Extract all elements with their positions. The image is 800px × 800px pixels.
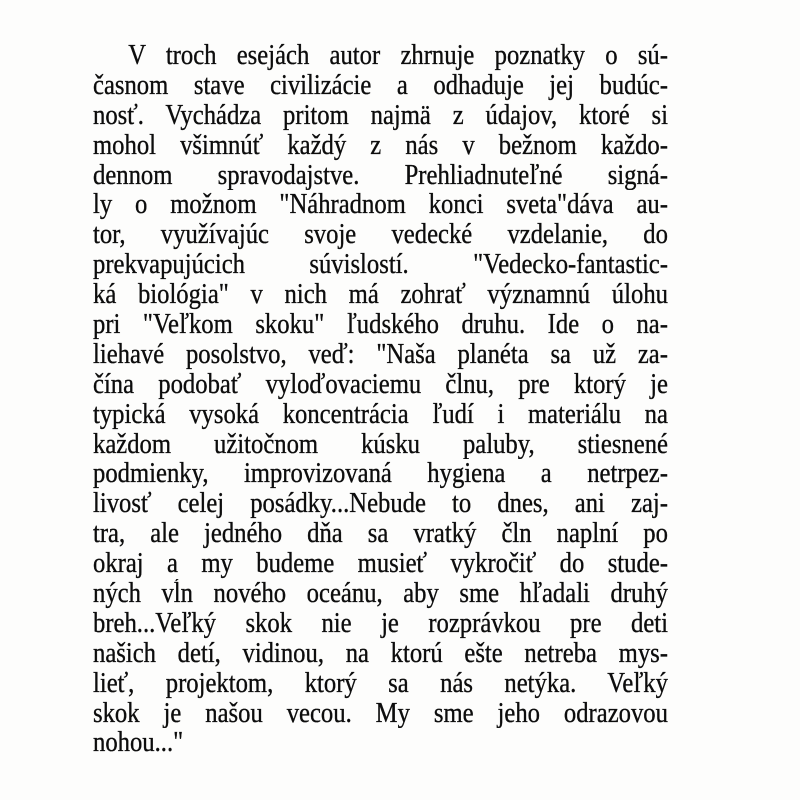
text-line: lieť, projektom, ktorý sa nás netýka. Veľký bbox=[93, 668, 668, 699]
text-line: V troch esejách autor zhrnuje poznatky o sú- bbox=[128, 41, 668, 71]
text-line: podmienky, improvizovaná hygiena a netrpez- bbox=[93, 459, 668, 490]
text-line: nosť. Vychádza pritom najmä z údajov, ktoré si bbox=[93, 100, 668, 131]
text-line: každom užitočnom kúsku paluby, stiesnené bbox=[93, 429, 668, 460]
text-line: mohol všimnúť každý z nás v bežnom každo- bbox=[93, 130, 668, 161]
text-line: liehavé posolstvo, veď: "Naša planéta sa už za- bbox=[93, 339, 668, 370]
text-line: ných vĺn nového oceánu, aby sme hľadali druhý bbox=[93, 579, 668, 609]
text-line: typická vysoká koncentrácia ľudí i materiálu na bbox=[93, 399, 668, 430]
text-line: dennom spravodajstve. Prehliadnuteľné signá- bbox=[93, 160, 668, 191]
text-line: našich detí, vidinou, na ktorú ešte netreba mys- bbox=[93, 638, 668, 669]
text-line: livosť celej posádky...Nebude to dnes, ani zaj- bbox=[93, 489, 668, 520]
text-line: okraj a my budeme musieť vykročiť do stude- bbox=[93, 549, 668, 580]
text-line: ly o možnom "Náhradnom konci sveta"dáva au- bbox=[93, 190, 668, 221]
text-line: čína podobať vyloďovaciemu člnu, pre ktorý je bbox=[93, 369, 668, 400]
text-line: tra, ale jedného dňa sa vratký čln naplní po bbox=[93, 519, 668, 550]
text-line: nohou..." bbox=[93, 728, 184, 759]
text-line: prekvapujúcich súvislostí. "Vedecko-fantastic- bbox=[93, 250, 668, 281]
text-line: časnom stave civilizácie a odhaduje jej budúc- bbox=[93, 70, 668, 101]
text-line: skok je našou vecou. My sme jeho odrazovou bbox=[93, 698, 668, 729]
text-line: breh...Veľký skok nie je rozprávkou pre deti bbox=[93, 608, 668, 639]
paragraph bbox=[93, 41, 668, 758]
text-line: tor, využívajúc svoje vedecké vzdelanie, do bbox=[93, 220, 668, 251]
text-line: ká biológia" v nich má zohrať významnú úlohu bbox=[93, 280, 668, 311]
text-line: pri "Veľkom skoku" ľudského druhu. Ide o na- bbox=[93, 310, 668, 340]
